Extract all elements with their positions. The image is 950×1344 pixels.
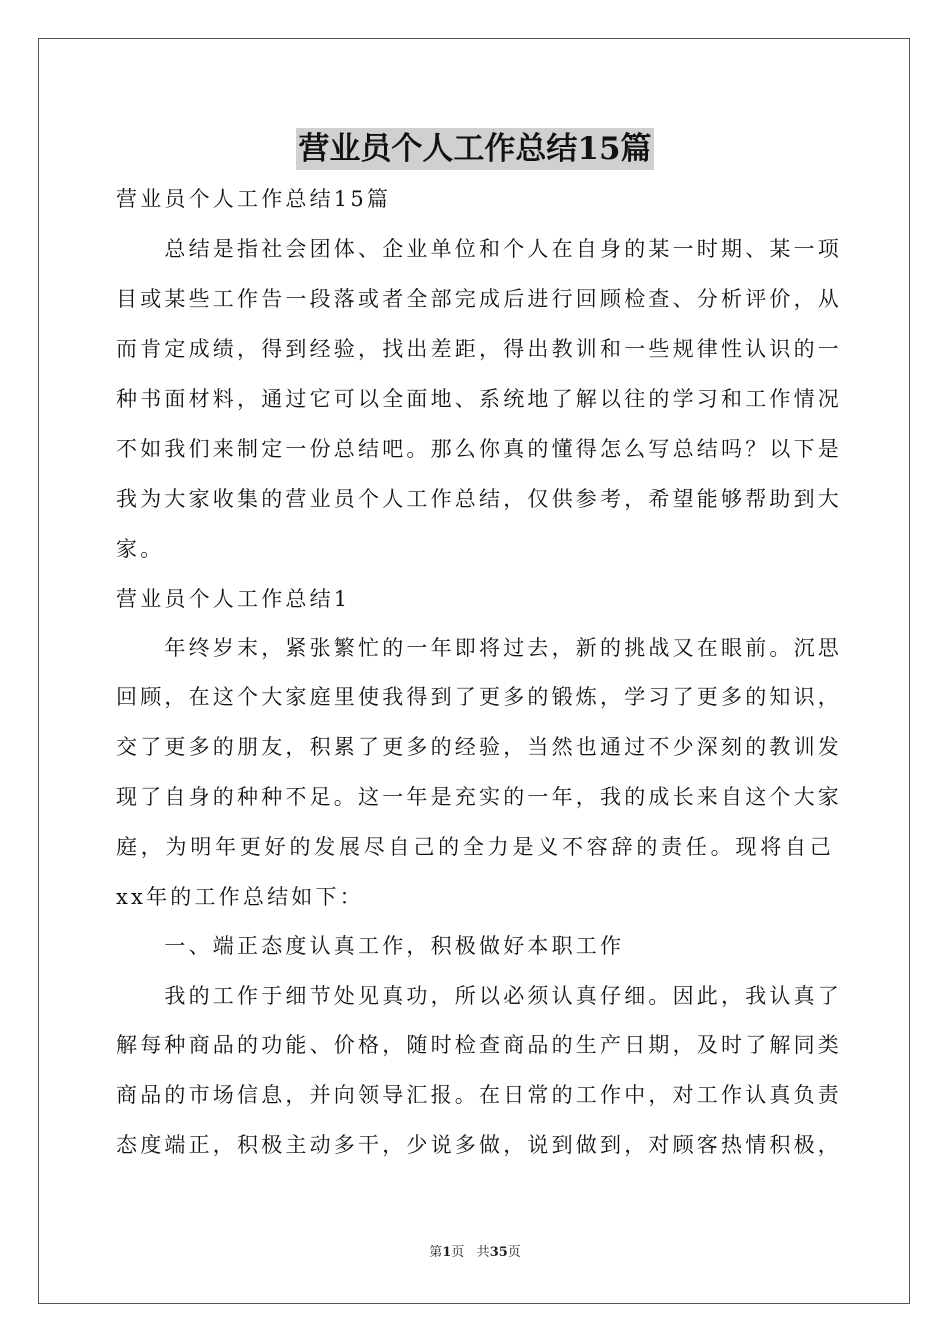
paragraph-line: 目或某些工作告一段落或者全部完成后进行回顾检查、分析评价，从: [116, 287, 842, 311]
title-wrap: [116, 128, 834, 170]
paragraph-line: xx年的工作总结如下：: [116, 885, 364, 909]
page-title: 营业员个人工作总结15篇: [296, 128, 653, 170]
paragraph-line: 庭，为明年更好的发展尽自己的全力是义不容辞的责任。现将自己: [116, 835, 834, 859]
paragraph-line: 商品的市场信息，并向领导汇报。在日常的工作中，对工作认真负责: [116, 1083, 842, 1107]
section-heading: 营业员个人工作总结1: [116, 587, 351, 611]
paragraph-line: 而肯定成绩，得到经验，找出差距，得出教训和一些规律性认识的一: [116, 337, 842, 361]
subtitle-line: 营业员个人工作总结15篇: [116, 187, 392, 211]
paragraph-line: 回顾，在这个大家庭里使我得到了更多的锻炼，学习了更多的知识，: [116, 685, 842, 709]
paragraph-line: 我的工作于细节处见真功，所以必须认真仔细。因此，我认真了: [116, 984, 842, 1008]
total-suffix: 页: [507, 1245, 521, 1260]
paragraph-line: 解每种商品的功能、价格，随时检查商品的生产日期，及时了解同类: [116, 1033, 842, 1057]
paragraph-line: 家。: [116, 537, 165, 561]
page-suffix: 页: [451, 1245, 465, 1260]
page-label: 第: [429, 1245, 443, 1260]
page-border: [38, 38, 910, 1304]
paragraph-line: 交了更多的朋友，积累了更多的经验，当然也通过不少深刻的教训发: [116, 735, 842, 759]
paragraph-line: 不如我们来制定一份总结吧。那么你真的懂得怎么写总结吗？以下是: [116, 437, 842, 461]
page-footer: [0, 1244, 950, 1262]
paragraph-line: 我为大家收集的营业员个人工作总结，仅供参考，希望能够帮助到大: [116, 487, 842, 511]
paragraph-line: 现了自身的种种不足。这一年是充实的一年，我的成长来自这个大家: [116, 785, 842, 809]
paragraph-line: 种书面材料，通过它可以全面地、系统地了解以往的学习和工作情况: [116, 387, 842, 411]
total-label: 共: [476, 1245, 490, 1260]
subsection-heading: 一、端正态度认真工作，积极做好本职工作: [116, 934, 625, 958]
paragraph-line: 年终岁末，紧张繁忙的一年即将过去，新的挑战又在眼前。沉思: [116, 636, 842, 660]
page-number: 1: [442, 1245, 452, 1260]
paragraph-line: 总结是指社会团体、企业单位和个人在自身的某一时期、某一项: [116, 237, 842, 261]
total-pages: 35: [489, 1245, 508, 1260]
paragraph-line: 态度端正，积极主动多干，少说多做，说到做到，对顾客热情积极，: [116, 1133, 842, 1157]
